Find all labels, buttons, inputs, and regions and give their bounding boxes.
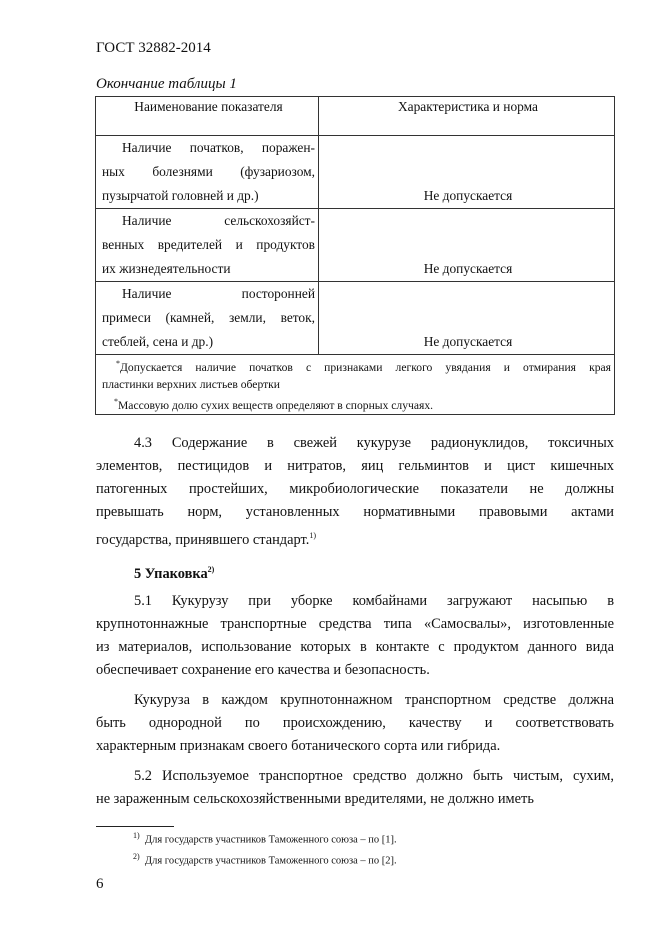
standard-header: ГОСТ 32882-2014 bbox=[96, 40, 211, 56]
indicator-line: пузырчатой головней и др.) bbox=[102, 188, 259, 203]
text-line: 4.3 Содержание в свежей кукурузе радионуклидов, токсичных bbox=[134, 435, 614, 451]
page-number: 6 bbox=[96, 876, 104, 892]
table-note-1-continued: пластинки верхних листьев обертки bbox=[102, 377, 280, 391]
norm-cell: Не допускается bbox=[319, 136, 615, 209]
footnote-ref: 1) bbox=[309, 531, 316, 540]
indicator-line: Наличие сельскохозяйст- bbox=[122, 213, 315, 228]
table-notes bbox=[96, 355, 615, 415]
table-row bbox=[96, 136, 615, 209]
text-line-content: государства, принявшего стандарт. bbox=[96, 531, 310, 548]
table-header-row bbox=[96, 97, 615, 136]
text-line: 5.2 Используемое транспортное средство должно быть чистым, сухим, bbox=[134, 768, 614, 784]
note-text: Массовую долю сухих веществ определяют в спорных случаях. bbox=[118, 398, 434, 412]
paragraph-5-1-continued bbox=[96, 689, 614, 758]
text-line: обеспечивает сохранение его качества и безопасность. bbox=[96, 662, 430, 678]
indicator-name-cell bbox=[96, 282, 319, 355]
text-line: патогенных простейших, микробиологические показатели не должны bbox=[96, 481, 614, 497]
footnote-1 bbox=[133, 831, 397, 846]
text-line: из материалов, использование которых в контакте с продуктом данного вида bbox=[96, 639, 614, 655]
table-caption: Окончание таблицы 1 bbox=[96, 76, 237, 92]
text-line: 5.1 Кукурузу при уборке комбайнами загружают насыпью в bbox=[134, 593, 614, 609]
table-note-1 bbox=[102, 355, 611, 376]
note-mark: * bbox=[116, 359, 120, 368]
note-mark: * bbox=[114, 396, 118, 406]
norm-cell: Не допускается bbox=[319, 209, 615, 282]
paragraph-5-2 bbox=[96, 765, 614, 811]
table-notes-row bbox=[96, 355, 615, 415]
indicator-line: Наличие початков, поражен- bbox=[122, 140, 315, 155]
table-row bbox=[96, 282, 615, 355]
indicator-line: венных вредителей и продуктов bbox=[102, 237, 315, 252]
footnote-ref: 2) bbox=[207, 565, 215, 574]
column-header-name: Наименование показателя bbox=[96, 97, 319, 136]
section-title-text: 5 Упаковка bbox=[134, 565, 208, 582]
table-row bbox=[96, 209, 615, 282]
text-line bbox=[96, 524, 614, 552]
note-text: Допускается наличие початков с признаками легкого увядания и отмирания края bbox=[120, 360, 611, 374]
table-note-2 bbox=[102, 393, 611, 414]
footnote-2 bbox=[133, 852, 397, 867]
indicator-line: их жизнедеятельности bbox=[102, 261, 231, 276]
indicator-name-cell bbox=[96, 136, 319, 209]
requirements-table bbox=[95, 96, 615, 415]
footnote-mark: 1) bbox=[133, 831, 140, 840]
paragraph-5-1 bbox=[96, 590, 614, 682]
text-line: характерным признакам своего ботанического сорта или гибрида. bbox=[96, 738, 501, 754]
footnote-divider bbox=[96, 826, 174, 827]
text-line: не зараженным сельскохозяйственными вредителями, не должно иметь bbox=[96, 791, 534, 807]
norm-cell: Не допускается bbox=[319, 282, 615, 355]
paragraph-4-3 bbox=[96, 432, 614, 552]
column-header-norm: Характеристика и норма bbox=[319, 97, 615, 136]
footnote-text: Для государств участников Таможенного союза – по [1]. bbox=[144, 834, 397, 846]
section-title bbox=[134, 565, 214, 583]
footnote-text: Для государств участников Таможенного союза – по [2]. bbox=[144, 855, 397, 867]
footnote-mark: 2) bbox=[133, 852, 140, 861]
indicator-line: примеси (камней, земли, веток, bbox=[102, 310, 315, 325]
indicator-line: стеблей, сена и др.) bbox=[102, 334, 214, 349]
text-line: Кукуруза в каждом крупнотоннажном транспортном средстве должна bbox=[134, 692, 614, 708]
indicator-name-cell bbox=[96, 209, 319, 282]
text-line: быть однородной по происхождению, качеству и соответствовать bbox=[96, 715, 614, 731]
text-line: крупнотоннажные транспортные средства типа «Самосвалы», изготовленные bbox=[96, 616, 614, 632]
indicator-line: ных болезнями (фузариозом, bbox=[102, 164, 315, 179]
text-line: превышать норм, установленных нормативными правовыми актами bbox=[96, 504, 614, 520]
indicator-line: Наличие посторонней bbox=[122, 286, 315, 301]
text-line: элементов, пестицидов и нитратов, яиц гельминтов и цист кишечных bbox=[96, 458, 614, 474]
